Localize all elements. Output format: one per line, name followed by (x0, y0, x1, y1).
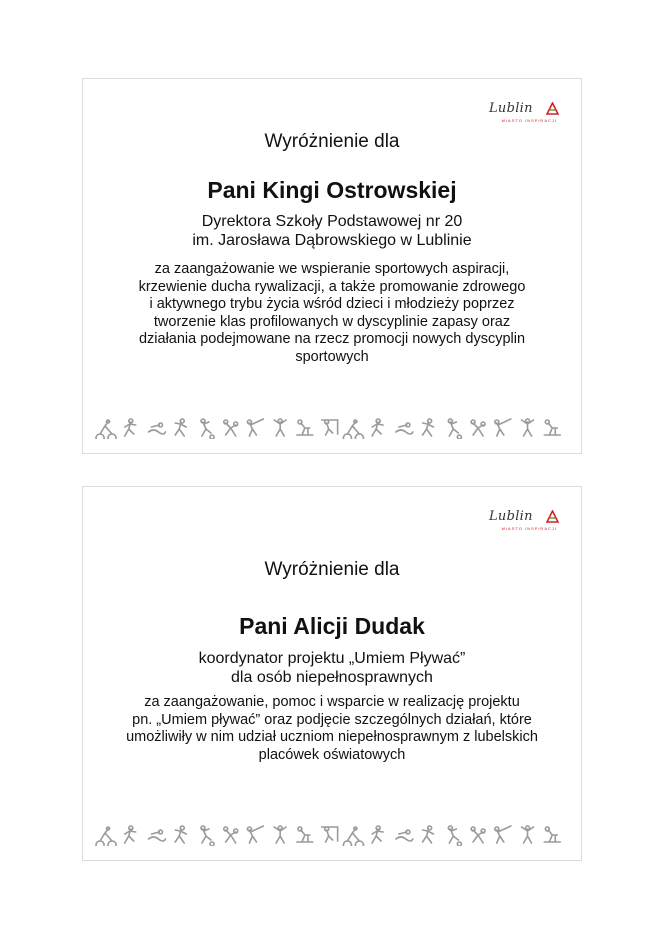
cycling-icon (423, 419, 434, 436)
description-line: sportowych (295, 348, 369, 365)
recipient-name: Pani Kingi Ostrowskiej (207, 177, 457, 203)
weightlifting-icon (343, 420, 363, 439)
running-icon (396, 830, 413, 841)
weightlifting-icon (343, 827, 363, 846)
swimming-icon (448, 419, 461, 439)
fencing-icon (544, 420, 560, 435)
award-description (83, 261, 581, 366)
running-icon (125, 826, 136, 843)
fencing-icon (247, 419, 263, 436)
lublin-logo (489, 509, 559, 537)
description-line: i aktywnego trybu życia wśród dzieci i młodzieży poprzez (149, 296, 515, 312)
recipient-role (83, 212, 581, 250)
description-line: krzewienie ducha rywalizacji, a także promowanie zdrowego (138, 278, 526, 295)
athletics-icon (471, 420, 485, 436)
wrestling-icon (224, 827, 238, 843)
logo-wordmark: Lublin (489, 101, 533, 116)
lublin-logo (489, 101, 559, 129)
recipient-name: Pani Alicji Dudak (239, 613, 425, 639)
wrestling-icon (224, 420, 238, 436)
award-heading: Wyróżnienie dla (264, 559, 400, 580)
hurdles-icon (297, 420, 313, 435)
running-icon (125, 419, 136, 436)
athletics-icon (471, 827, 485, 843)
sports-pictograms (95, 822, 565, 846)
football-icon (495, 419, 511, 436)
description-line: placówek oświatowych (258, 746, 406, 763)
fencing-icon (544, 827, 560, 842)
gymnastics-icon (274, 826, 286, 843)
sports-pictogram-strip (95, 822, 563, 846)
gymnastics-icon (274, 419, 286, 436)
recipient-role (83, 649, 581, 687)
swimming-icon (148, 830, 165, 841)
logo-tagline: MIASTO INSPIRACJI (501, 118, 557, 123)
swimming-icon (448, 826, 461, 846)
description-line: za zaangażowanie, pomoc i wsparcie w realizację projektu (144, 694, 520, 710)
football-icon (495, 826, 511, 843)
athletics-icon (175, 826, 186, 843)
logo-wordmark: Lublin (489, 509, 533, 524)
judo-icon (372, 826, 383, 843)
judo-icon (372, 419, 383, 436)
award-card-2 (82, 486, 582, 861)
description-line: za zaangażowanie we wspieranie sportowych aspiracji, (154, 261, 510, 277)
sports-pictogram-strip (95, 415, 563, 439)
lublin-emblem-icon (546, 102, 559, 115)
lublin-emblem-icon (546, 510, 559, 523)
role-line: dla osób niepełnosprawnych (231, 669, 433, 686)
sports-pictograms (95, 415, 565, 439)
running-icon (396, 423, 413, 434)
swimming-icon (148, 423, 165, 434)
description-line: tworzenie klas profilowanych w dyscyplinie zapasy oraz (153, 313, 511, 330)
cycling-icon (423, 826, 434, 843)
fencing-icon (247, 826, 263, 843)
description-line: działania podejmowane na rzecz promocji nowych dyscyplin (138, 331, 526, 347)
description-line: pn. „Umiem pływać” oraz podjęcie szczególnych działań, które (132, 711, 532, 728)
role-line: Dyrektora Szkoły Podstawowej nr 20 (201, 213, 463, 230)
role-line: im. Jarosława Dąbrowskiego w Lublinie (192, 232, 472, 249)
football-icon (201, 419, 214, 439)
award-description (83, 694, 581, 764)
climbing-icon (322, 827, 338, 842)
hurdles-icon (297, 827, 313, 842)
football-icon (201, 826, 214, 846)
wrestling-icon (522, 419, 534, 436)
climbing-icon (322, 420, 338, 435)
cycling-icon (96, 827, 116, 846)
description-line: umożliwiły w nim udział uczniom niepełnosprawnym z lubelskich (126, 729, 538, 745)
award-card-1 (82, 78, 582, 454)
wrestling-icon (522, 826, 534, 843)
role-line: koordynator projektu „Umiem Pływać” (198, 650, 466, 667)
award-heading: Wyróżnienie dla (264, 131, 400, 152)
logo-tagline: MIASTO INSPIRACJI (501, 526, 557, 531)
athletics-icon (175, 419, 186, 436)
cycling-icon (96, 420, 116, 439)
